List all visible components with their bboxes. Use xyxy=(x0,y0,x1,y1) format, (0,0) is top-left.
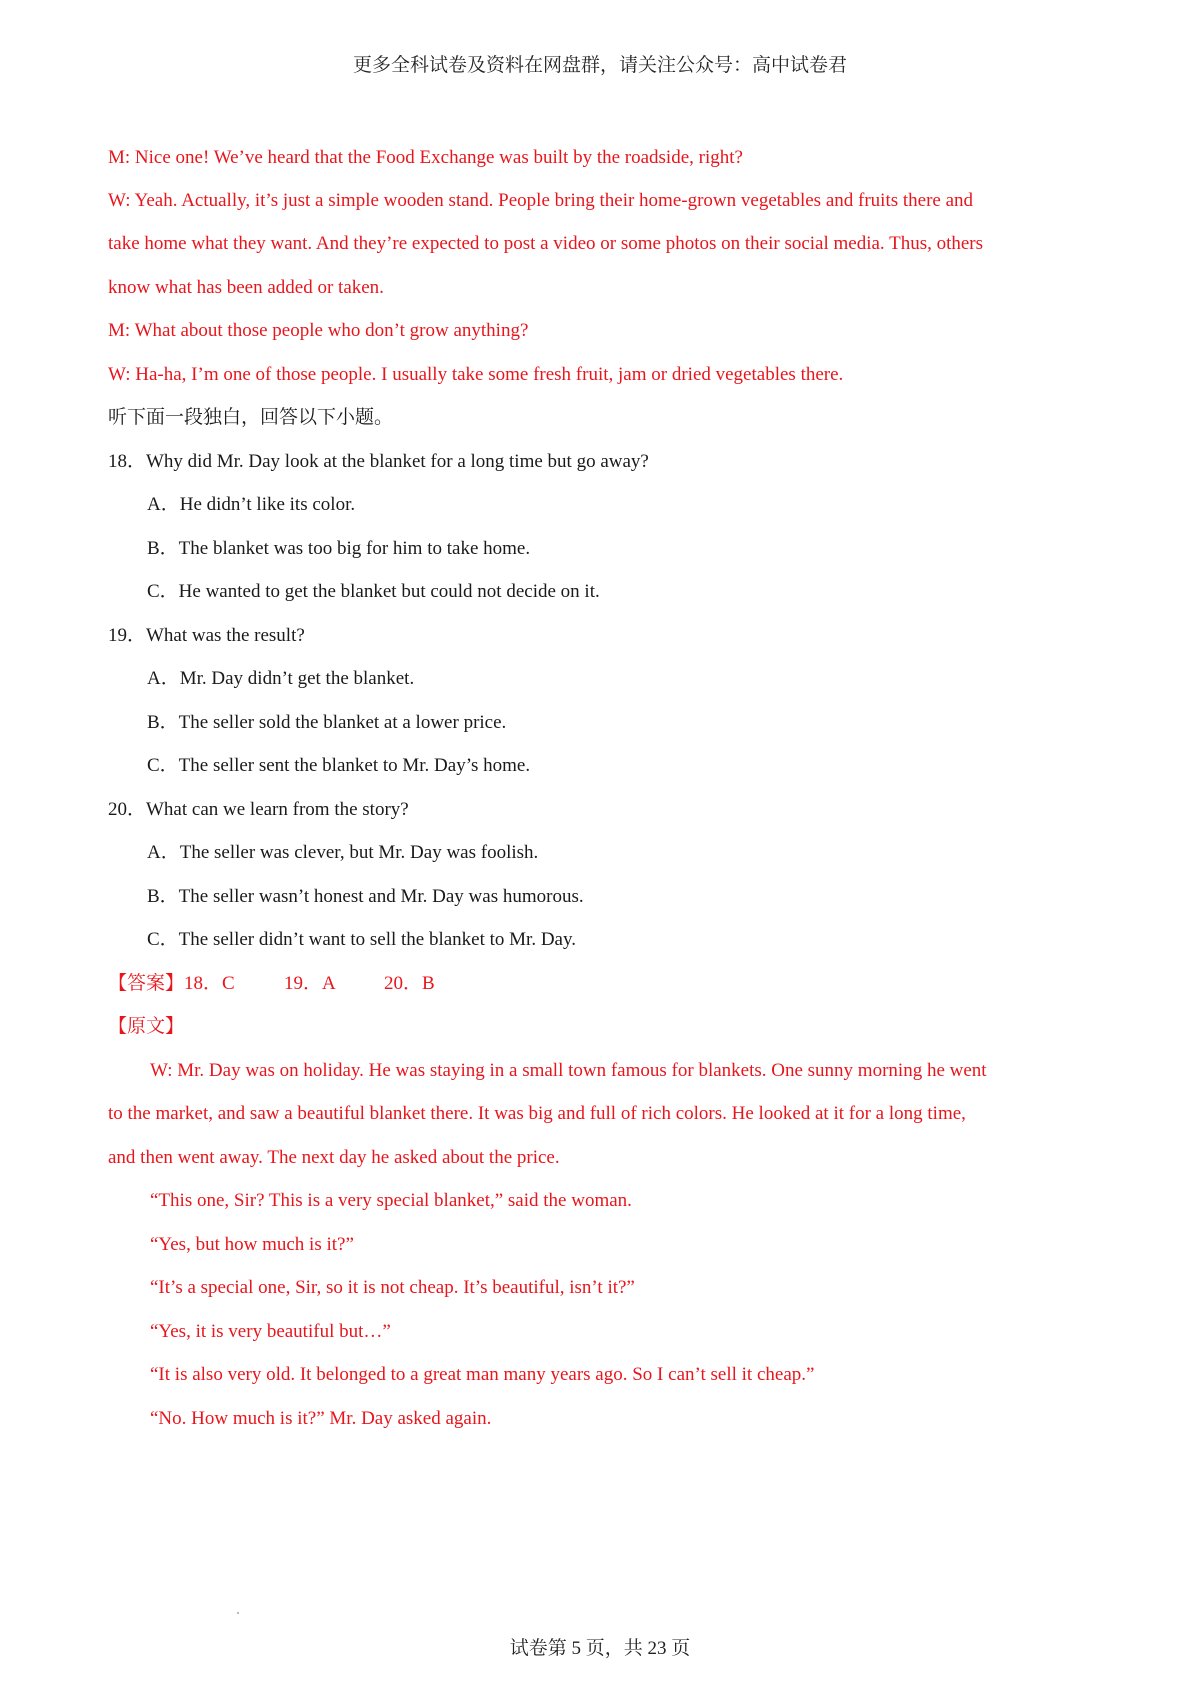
question-stem: 18．Why did Mr. Day look at the blanket for a long time but go away? xyxy=(108,451,649,472)
transcript-line: take home what they want. And they’re expected to post a video or some photos on their social media. Thus, others xyxy=(108,233,984,254)
page-footer: 试卷第 5 页，共 23 页 xyxy=(509,1638,691,1659)
monologue-line: “No. How much is it?” Mr. Day asked again. xyxy=(150,1408,492,1429)
monologue-line: “This one, Sir? This is a very special blanket,” said the woman. xyxy=(150,1190,632,1211)
question-option: B．The blanket was too big for him to take home. xyxy=(147,538,531,559)
monologue-line: “It’s a special one, Sir, so it is not cheap. It’s beautiful, isn’t it?” xyxy=(150,1277,635,1298)
transcript-line: know what has been added or taken. xyxy=(108,277,384,298)
monologue-line: “Yes, but how much is it?” xyxy=(150,1234,354,1255)
transcript-line: W: Yeah. Actually, it’s just a simple wooden stand. People bring their home-grown vegetables and fruits there and xyxy=(108,190,974,211)
answer-item: 20．B xyxy=(384,973,435,994)
transcript-line: W: Ha-ha, I’m one of those people. I usually take some fresh fruit, jam or dried vegetables there. xyxy=(108,364,844,385)
question-option: C．The seller didn’t want to sell the blanket to Mr. Day. xyxy=(147,929,577,950)
question-option: A．The seller was clever, but Mr. Day was foolish. xyxy=(147,842,539,863)
page-header: 更多全科试卷及资料在网盘群，请关注公众号：高中试卷君 xyxy=(352,55,847,76)
monologue-line: to the market, and saw a beautiful blanket there. It was big and full of rich colors. He looked at it for a long time, xyxy=(108,1103,966,1124)
monologue-line: “It is also very old. It belonged to a great man many years ago. So I can’t sell it cheap.” xyxy=(150,1364,815,1385)
monologue-line: and then went away. The next day he asked about the price. xyxy=(108,1147,560,1168)
question-option: C．The seller sent the blanket to Mr. Day’s home. xyxy=(147,755,531,776)
scan-speck xyxy=(237,1612,239,1614)
question-option: B．The seller wasn’t honest and Mr. Day was humorous. xyxy=(147,886,584,907)
question-option: A．He didn’t like its color. xyxy=(147,494,356,515)
question-option: B．The seller sold the blanket at a lower price. xyxy=(147,712,507,733)
answer-label: 【答案】 xyxy=(108,973,185,994)
answer-line xyxy=(108,972,1108,996)
transcript-line: M: What about those people who don’t grow anything? xyxy=(108,320,529,341)
monologue-line: W: Mr. Day was on holiday. He was staying in a small town famous for blankets. One sunny morning he went xyxy=(150,1060,987,1081)
question-stem: 19．What was the result? xyxy=(108,625,305,646)
question-stem: 20．What can we learn from the story? xyxy=(108,799,409,820)
transcript-line: M: Nice one! We’ve heard that the Food Exchange was built by the roadside, right? xyxy=(108,147,743,168)
monologue-line: “Yes, it is very beautiful but…” xyxy=(150,1321,391,1342)
original-text-label: 【原文】 xyxy=(108,1016,185,1037)
question-option: C．He wanted to get the blanket but could not decide on it. xyxy=(147,581,600,602)
answer-item: 19．A xyxy=(284,973,336,994)
answer-item: 18．C xyxy=(184,973,235,994)
listening-instruction: 听下面一段独白，回答以下小题。 xyxy=(108,407,394,428)
question-option: A．Mr. Day didn’t get the blanket. xyxy=(147,668,415,689)
